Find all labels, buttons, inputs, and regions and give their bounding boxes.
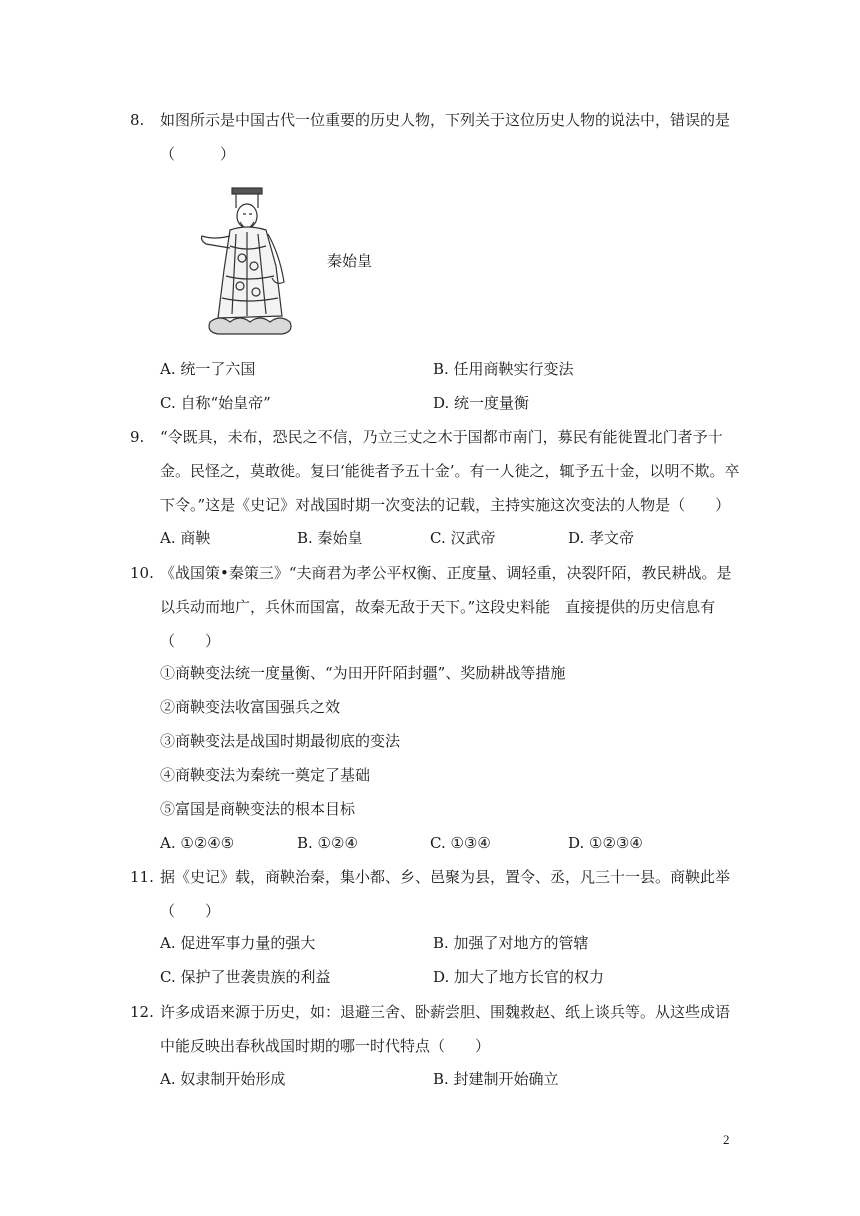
question-text: 许多成语来源于历史，如：退避三舍、卧薪尝胆、围魏救赵、纸上谈兵等。从这些成语中能反映出春秋战国时期的哪一时代特点（ ） — [160, 1003, 731, 1055]
question-text: “令既具，未布，恐民之不信，乃立三丈之木于国都市南门，募民有能徙置北门者予十金。民怪之，莫敢徙。复曰‘能徙者予五十金’。有一人徙之，辄予五十金，以明不欺。卒下令。”这是《史记》对战国时期一次变法的记载，主持实施这次变法的人物是（ ） — [160, 428, 740, 514]
page-number: 2 — [723, 1132, 730, 1147]
option-b[interactable]: B. 秦始皇 — [297, 529, 363, 547]
figure-caption: 秦始皇 — [327, 252, 373, 270]
question-12 — [130, 995, 740, 1063]
option-d[interactable]: D. 孝文帝 — [568, 529, 635, 547]
question-9-options — [160, 521, 740, 555]
question-11-options — [160, 926, 740, 994]
question-number: 10. — [130, 564, 154, 582]
question-text: 《战国策•秦策三》“夫商君为孝公平权衡、正度量、调轻重，决裂阡陌，教民耕战。是以兵动而地广，兵休而国富，故秦无敌于天下。”这段史料能 直接提供的历史信息有（ ） — [160, 564, 732, 650]
option-c[interactable]: C. 保护了世袭贵族的利益 — [160, 968, 331, 986]
option-b[interactable]: B. ①②④ — [297, 834, 358, 852]
statement-3: ③商鞅变法是战国时期最彻底的变法 — [160, 732, 401, 750]
option-d[interactable]: D. 加大了地方长官的权力 — [433, 968, 605, 986]
option-a[interactable]: A. 奴隶制开始形成 — [160, 1070, 286, 1088]
statement-2: ②商鞅变法收富国强兵之效 — [160, 698, 341, 716]
option-c[interactable]: C. ①③④ — [430, 834, 491, 852]
question-8-options — [160, 352, 740, 420]
statement-4: ④商鞅变法为秦统一奠定了基础 — [160, 766, 371, 784]
option-a[interactable]: A. 促进军事力量的强大 — [160, 934, 316, 952]
statement-1: ①商鞅变法统一度量衡、“为田开阡陌封疆”、奖励耕战等措施 — [160, 664, 566, 682]
option-d[interactable]: D. ①②③④ — [568, 834, 643, 852]
question-text: 如图所示是中国古代一位重要的历史人物，下列关于这位历史人物的说法中，错误的是（ ） — [160, 111, 731, 163]
question-12-options — [160, 1062, 740, 1096]
option-a[interactable]: A. 统一了六国 — [160, 360, 256, 378]
option-c[interactable]: C. 自称“始皇帝” — [160, 394, 271, 412]
question-11 — [130, 860, 740, 928]
question-10 — [130, 556, 740, 658]
option-c[interactable]: C. 汉武帝 — [430, 529, 496, 547]
option-a[interactable]: A. ①②④⑤ — [160, 834, 235, 852]
statement-5: ⑤富国是商鞅变法的根本目标 — [160, 800, 356, 818]
question-number: 11. — [130, 868, 154, 886]
option-b[interactable]: B. 加强了对地方的管辖 — [433, 934, 589, 952]
question-number: 12. — [130, 1003, 154, 1021]
question-text: 据《史记》载，商鞅治秦，集小都、乡、邑聚为县，置令、丞，凡三十一县。商鞅此举（ ） — [160, 868, 731, 920]
question-8 — [130, 103, 740, 171]
question-10-options — [160, 826, 740, 860]
qin-shihuang-drawing — [196, 186, 306, 338]
option-d[interactable]: D. 统一度量衡 — [433, 394, 530, 412]
question-number: 9. — [130, 428, 145, 446]
emperor-portrait-illustration — [196, 186, 306, 338]
option-a[interactable]: A. 商鞅 — [160, 529, 211, 547]
option-b[interactable]: B. 封建制开始确立 — [433, 1070, 559, 1088]
question-9 — [130, 420, 740, 522]
option-b[interactable]: B. 任用商鞅实行变法 — [433, 360, 574, 378]
question-number: 8. — [130, 111, 145, 129]
